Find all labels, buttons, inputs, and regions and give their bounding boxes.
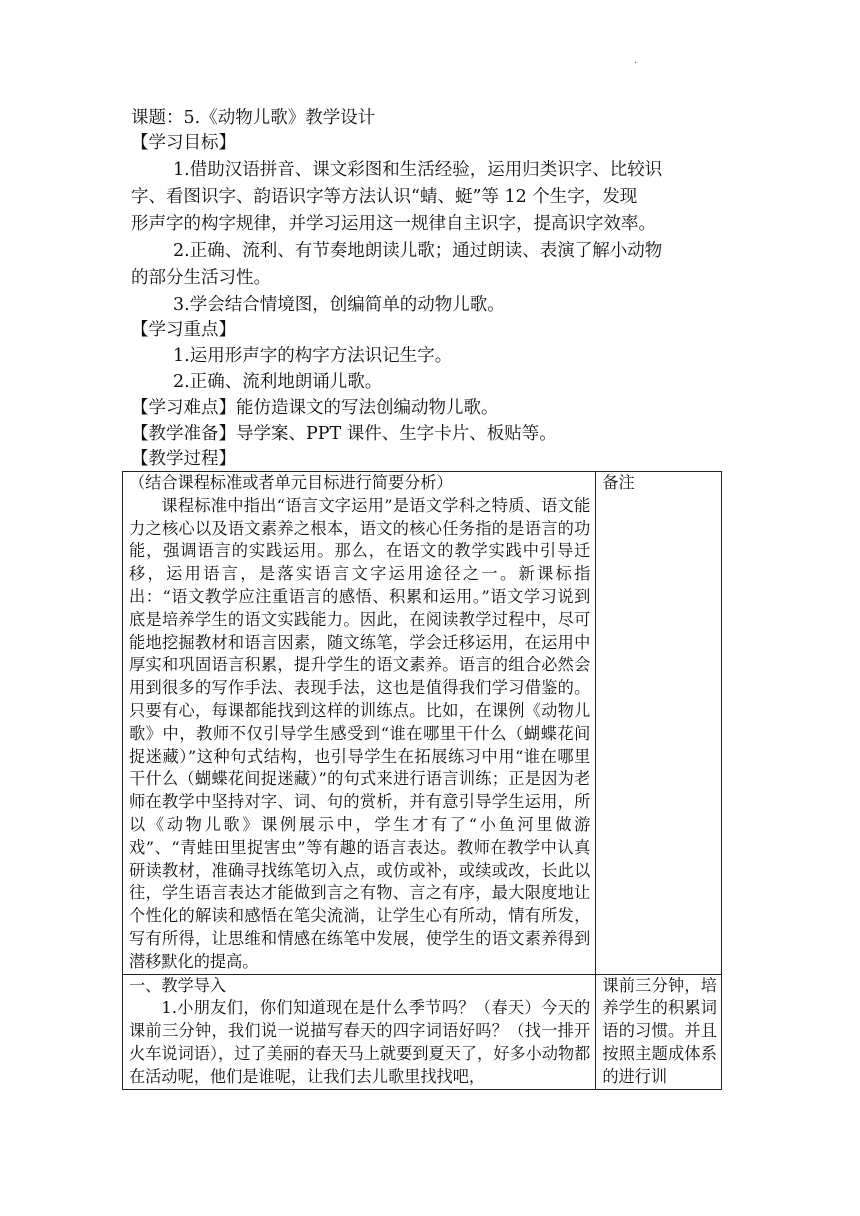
preparation-text: 导学案、PPT 课件、生字卡片、板贴等。 — [236, 424, 557, 444]
header-mark: · — [634, 58, 638, 69]
objective-line: 1.借助汉语拼音、课文彩图和生活经验，运用归类识字、比较识 — [173, 160, 663, 180]
table-row — [123, 472, 722, 975]
key-point-item: 1.运用形声字的构字方法识记生字。 — [173, 346, 453, 366]
note-header: 备注 — [602, 473, 635, 492]
objective-line: 形声字的构字规律，并学习运用这一规律自主识字，提高识字效率。 — [131, 214, 656, 234]
intro-cell — [123, 974, 596, 1089]
difficulty-row — [131, 396, 499, 420]
difficulty-heading: 【学习难点】 — [131, 398, 236, 418]
intro-body: 1.小朋友们，你们知道现在是什么季节吗？（春天）今天的课前三分钟，我们说一说描写春天的四字词语好吗？（找一排开火车说词语），过了美丽的春天马上就要到夏天了，好多小动物都在活动呢，他们是谁呢，让我们去儿歌里找找吧， — [129, 998, 591, 1086]
objectives-heading: 【学习目标】 — [131, 133, 236, 153]
difficulty-text: 能仿造课文的写法创编动物儿歌。 — [236, 398, 499, 418]
analysis-intro: （结合课程标准或者单元目标进行简要分析） — [129, 473, 453, 492]
analysis-cell — [123, 472, 596, 975]
objective-line: 的部分生活习性。 — [131, 268, 271, 288]
note-cell — [596, 974, 722, 1089]
note-cell — [596, 472, 722, 975]
intro-section-title: 一、教学导入 — [129, 975, 227, 995]
objective-line: 字、看图识字、韵语识字等方法认识“蜻、蜓”等 12 个生字，发现 — [131, 187, 638, 207]
objective-line: 3.学会结合情境图，创编简单的动物儿歌。 — [173, 295, 505, 315]
analysis-body: 课程标准中指出“语言文字运用”是语文学科之特质、语文能力之核心以及语文素养之根本，语文的核心任务指的是语言的功能，强调语言的实践运用。那么，在语文的教学实践中引导迁移，运用语言，是落实语言文字运用途径之一。新课标指出：“语文教学应注重语言的感悟、积累和运用。”语文学习说到底是培养学生的语文实践能力。因此，在阅读教学过程中，尽可能地挖掘教材和语言因素，随文练笔，学会迁移运用，在运用中厚实和巩固语言积累，提升学生的语文素养。语言的组合必然会用到很多的写作手法、表现手法，这也是值得我们学习借鉴的。只要有心，每课都能找到这样的训练点。比如，在课例《动物儿歌》中，教师不仅引导学生感受到“谁在哪里干什么（蝴蝶花间捉迷藏）”这种句式结构，也引导学生在拓展练习中用“谁在哪里干什么（蝴蝶花间捉迷藏）”的句式来进行语言训练；正是因为老师在教学中坚持对字、词、句的赏析，并有意引导学生运用，所以《动物儿歌》课例展示中，学生才有了“小鱼河里做游戏”、“青蛙田里捉害虫”等有趣的语言表达。教师在教学中认真研读教材，准确寻找练笔切入点，或仿或补，或续或改，长此以往，学生语言表达才能做到言之有物、言之有序，最大限度地让个性化的解读和感悟在笔尖流淌，让学生心有所动，情有所发，写有所得，让思维和情感在练笔中发展，使学生的语文素养得到潜移默化的提高。 — [129, 495, 591, 971]
process-heading: 【教学过程】 — [131, 449, 236, 469]
key-point-item: 2.正确、流利地朗诵儿歌。 — [173, 372, 383, 392]
lesson-title: 课题：5.《动物儿歌》教学设计 — [131, 108, 376, 128]
preparation-row — [131, 422, 557, 446]
intro-note: 课前三分钟，培养学生的积累词语的习惯。并且按照主题成体系的进行训 — [602, 975, 717, 1086]
table-row — [123, 974, 722, 1089]
objective-line: 2.正确、流利、有节奏地朗读儿歌；通过朗读、表演了解小动物 — [173, 241, 663, 261]
process-table — [122, 471, 722, 1090]
preparation-heading: 【教学准备】 — [131, 424, 236, 444]
key-points-heading: 【学习重点】 — [131, 320, 236, 340]
